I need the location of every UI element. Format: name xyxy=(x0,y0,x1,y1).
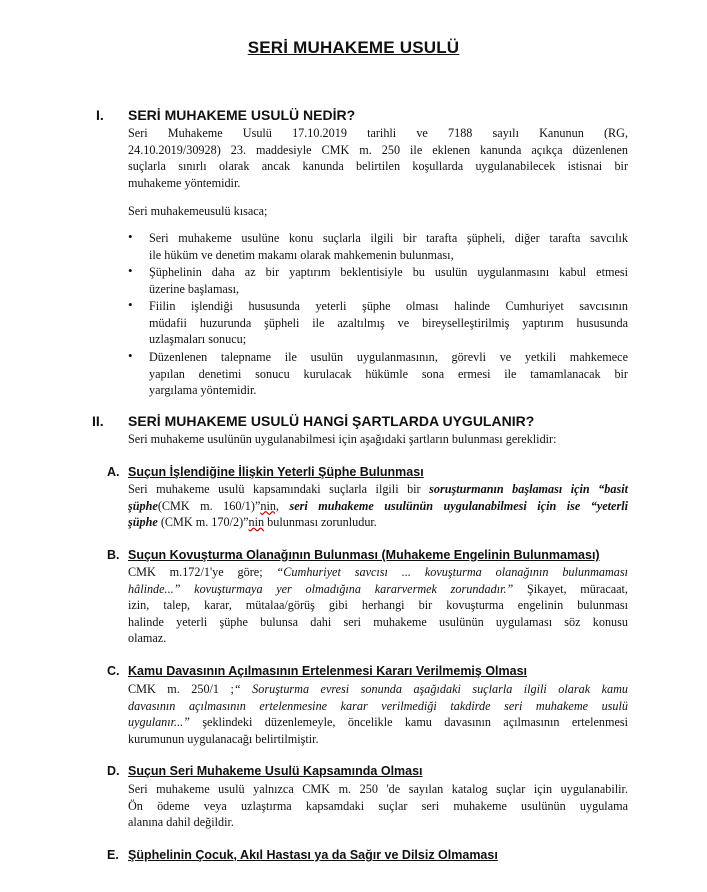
text-line: Seri muhakeme usulüne konu suçlarla ilgili bir tarafta şüpheli, diğer tarafta savcılık xyxy=(149,231,628,245)
subsection-d-heading: Suçun Seri Muhakeme Usulü Kapsamında Olması xyxy=(128,764,423,778)
text-line: Fiilin işlendiği hususunda yeterli şüphe olması halinde Cumhuriyet savcısının xyxy=(149,299,628,313)
text-line: Seri muhakeme usulü yalnızca CMK m. 250 'de sayılan katalog suçlar için uygulanabilir. xyxy=(128,782,628,796)
text-line: CMK m. 250/1 ;“ Soruşturma evresi sonunda aşağıdaki suçlarla ilgili olarak kamu xyxy=(128,682,628,696)
subsection-e-letter: E. xyxy=(107,848,119,862)
bullet-item xyxy=(149,230,628,263)
subsection-e-heading: Şüphelinin Çocuk, Akıl Hastası ya da Sağır ve Dilsiz Olmaması xyxy=(128,848,498,862)
subsection-d-letter: D. xyxy=(107,764,120,778)
page-title: SERİ MUHAKEME USULÜ xyxy=(247,38,460,57)
text-line: yargılama yöntemidir. xyxy=(149,383,257,397)
text-line: müdafii huzurunda şüpheli ile azaltılmış ve bireyselleştirilmiş yaptırım hususunda xyxy=(149,315,628,330)
section-1-heading: SERİ MUHAKEME USULÜ NEDİR? xyxy=(128,107,356,123)
text-line: Seri Muhakeme Usulü 17.10.2019 tarihli ve 7188 sayılı Kanunun (RG, xyxy=(128,126,628,140)
text-line: olamaz. xyxy=(128,631,167,645)
text-line: yapılan denetimi sonucu kurulacak hükümle sona ermesi ile tamamlanacak bir xyxy=(149,366,628,381)
section-2-heading: SERİ MUHAKEME USULÜ HANGİ ŞARTLARDA UYGULANIR? xyxy=(128,413,535,429)
subsection-c-text xyxy=(128,681,628,747)
subsection-d-text xyxy=(128,781,628,831)
text-line: halinde yeterli şüphe bulunsa dahi seri muhakeme usulünün uygulaması söz konusu xyxy=(128,614,628,629)
text-line: uzlaşmaları sonucu; xyxy=(149,332,247,346)
section-2-intro: Seri muhakeme usulünün uygulanabilmesi için aşağıdaki şartların bulunması gereklidir: xyxy=(128,432,557,446)
text-line: şüphe (CMK m. 170/2)”nin bulunması zorunludur. xyxy=(128,515,377,529)
text-line: uygulanır...” şeklindeki düzenlemeyle, öncelikle kamu davasının açılmasının ertelenmesi xyxy=(128,715,628,729)
subsection-c-letter: C. xyxy=(107,664,120,678)
text-line: Şüphelinin daha az bir yaptırım beklentisiyle bu usulün uygulanmasını kabul etmesi xyxy=(149,265,628,279)
text-line: Seri muhakeme usulü kapsamındaki suçlarla ilgili bir soruşturmanın başlaması için “basit xyxy=(128,482,628,496)
text-line: Düzenlenen talepname ile usulün uygulanmasının, görevli ve yetkili mahkemece xyxy=(149,350,628,364)
bullet-icon: • xyxy=(128,229,133,244)
section-1-intro: Seri muhakemeusulü kısaca; xyxy=(128,204,268,218)
bullet-item xyxy=(149,264,628,297)
text-line: şüphe(CMK m. 160/1)”nin, seri muhakeme usulünün uygulanabilmesi için ise “yeterli xyxy=(128,498,628,513)
subsection-b-heading: Suçun Kovuşturma Olanağının Bulunması (Muhakeme Engelinin Bulunmaması) xyxy=(128,548,600,562)
text-line: muhakeme yöntemidir. xyxy=(128,175,241,190)
text-line: 24.10.2019/30928) 23. maddesiyle CMK m. 250 ile eklenen kanunda açıkça düzenlenen xyxy=(128,142,628,157)
text-line: Ön ödeme veya uzlaştırma kapsamdaki suçlar seri muhakeme usulünün uygulama xyxy=(128,798,628,813)
subsection-c-heading: Kamu Davasının Açılmasının Ertelenmesi Kararı Verilmemiş Olması xyxy=(128,664,528,678)
subsection-a-letter: A. xyxy=(107,465,120,479)
bullet-item xyxy=(149,349,628,399)
text-line: alanına dahil değildir. xyxy=(128,815,234,829)
text-line: izin, talep, karar, mütalaa/görüş gibi herhangi bir kovuşturma engelinin bulunması xyxy=(128,598,628,612)
section-1-paragraph xyxy=(128,125,628,191)
bullet-icon: • xyxy=(128,348,133,363)
subsection-b-text xyxy=(128,564,628,647)
subsection-b-letter: B. xyxy=(107,548,120,562)
section-1-number: I. xyxy=(96,107,104,123)
bullet-icon: • xyxy=(128,263,133,278)
text-line: davasının açılmasının ertelenmesine karar verilmediği takdirde seri muhakeme usulü xyxy=(128,698,628,713)
text-line: hâlinde...” kovuşturmaya yer olmadığına kararvermek zorundadır.” Şikayet, müracaat, xyxy=(128,581,628,596)
text-line: üzerine başlaması, xyxy=(149,281,240,296)
subsection-a-text xyxy=(128,481,628,531)
bullet-icon: • xyxy=(128,297,133,312)
text-line: ile hüküm ve denetim makamı olarak mahkemenin bulunması, xyxy=(149,247,454,262)
bullet-item xyxy=(149,298,628,348)
section-2-number: II. xyxy=(92,413,104,429)
text-line: kurumunun uygulanacağı belirtilmiştir. xyxy=(128,731,319,746)
subsection-a-heading: Suçun İşlendiğine İlişkin Yeterli Şüphe Bulunması xyxy=(128,465,424,479)
text-line: suçlarla sınırlı olarak ancak kanunda belirtilen koşullarda uygulanabilecek istisnai bir xyxy=(128,159,628,173)
text-line: CMK m.172/1'ye göre; “Cumhuriyet savcısı ... kovuşturma olanağının bulunmaması xyxy=(128,565,629,579)
